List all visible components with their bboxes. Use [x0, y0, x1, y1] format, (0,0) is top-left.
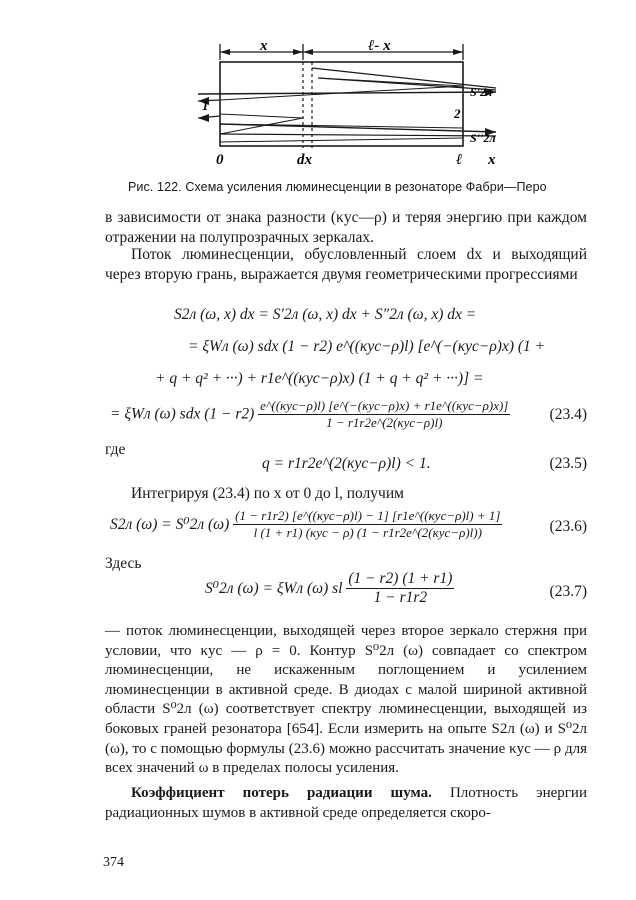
equation-23-6-left: S2л (ω) = S⁰2л (ω) — [110, 516, 230, 533]
equation-line-3: + q + q² + ···) + r1e^((κус−ρ)x) (1 + q + q² + ···)] = — [155, 370, 484, 387]
equation-line-4-left: = ξWл (ω) sdx (1 − r2) — [110, 405, 255, 423]
paragraph-3: Интегрируя (23.4) по x от 0 до l, получим — [131, 485, 404, 502]
equation-q: q = r1r2e^(2(κус−ρ)l) < 1. — [262, 455, 431, 472]
equation-number-23-7: (23.7) — [549, 583, 587, 600]
section-heading: Коэффициент потерь радиации шума. — [131, 785, 432, 801]
equation-number-23-4: (23.4) — [549, 406, 587, 423]
fraction-denominator: 1 − r1r2e^(2(κус−ρ)l) — [258, 414, 510, 431]
label-l: ℓ — [456, 152, 463, 168]
equation-23-7-left: S⁰2л (ω) = ξWл (ω) sl — [205, 580, 343, 597]
word-gde: где — [105, 441, 126, 458]
resonator-diagram — [198, 38, 508, 176]
fraction-denominator: 1 − r1r2 — [346, 588, 454, 607]
label-l-minus-x: ℓ- x — [368, 38, 391, 54]
label-s-prime: S'2л — [470, 85, 493, 99]
paragraph-2: Поток люминесценции, обусловленный слоем dx и выходящий через вторую грань, выражается двумя геометрическими прогрессиями — [105, 246, 587, 283]
label-face-2: 2 — [454, 106, 461, 121]
equation-23-6-fraction — [233, 508, 502, 541]
equation-line-4 — [110, 398, 510, 431]
label-dx: dx — [297, 152, 312, 168]
fabry-perot-figure — [198, 38, 508, 176]
fraction-numerator: (1 − r1r2) [e^((κус−ρ)l) − 1] [r1e^((κус−ρ)l) + 1] — [235, 508, 501, 523]
equation-23-7-fraction — [346, 570, 454, 607]
paragraph-4: — поток люминесценции, выходящей через второе зеркало стержня при условии, что κус — ρ = 0. Контур S⁰2л (ω) совпадает со спектром люминесценции, не искаженным поглощением и усилением люминесценции в активной среде. В диодах с малой шириной активной области S⁰2л (ω) соответствует спектру люминесценции, выходящей из боковых граней резонатора [654]. Если измерить на опыте S2л (ω) и S⁰2л (ω), то с помощью формулы (23.6) можно рассчитать значение κус — ρ для всех значений ω в пределах полосы усиления. — [105, 623, 587, 777]
equation-number-23-6: (23.6) — [549, 518, 587, 535]
resonator-rod — [220, 62, 463, 146]
paragraph-5-text: Плотность энергии радиационных шумов в активной среде определяется скоро- — [105, 785, 587, 821]
label-origin: 0 — [216, 152, 224, 168]
fraction-numerator: (1 − r2) (1 + r1) — [348, 570, 453, 587]
equation-line-2: = ξWл (ω) sdx (1 − r2) e^((κус−ρ)l) [e^(−(κус−ρ)x) (1 + — [188, 338, 546, 355]
label-x-axis: x — [488, 152, 496, 168]
page-number: 374 — [103, 855, 124, 870]
equation-23-6 — [110, 508, 502, 541]
figure-caption: Рис. 122. Схема усиления люминесценции в резонаторе Фабри—Перо — [128, 180, 547, 194]
word-zdes: Здесь — [105, 555, 142, 572]
label-s-double-prime: S''2л — [470, 131, 496, 145]
equation-23-7 — [205, 570, 454, 607]
equation-line-1: S2л (ω, x) dx = S′2л (ω, x) dx + S″2л (ω, x) dx = — [174, 306, 477, 323]
label-face-1: 1 — [202, 98, 209, 113]
paragraph-1: в зависимости от знака разности (κус—ρ) и теряя энергию при каждом отражении на полупрозрачных зеркалах. — [105, 209, 587, 246]
fraction-numerator: e^((κус−ρ)l) [e^(−(κус−ρ)x) + r1e^((κус−ρ)x)] — [260, 398, 509, 413]
equation-number-23-5: (23.5) — [549, 455, 587, 472]
label-x: x — [260, 38, 268, 54]
paragraph-5 — [105, 784, 587, 823]
fraction-denominator: l (1 + r1) (κус − ρ) (1 − r1r2e^(2(κус−ρ)l)) — [233, 524, 502, 541]
equation-line-4-fraction — [258, 398, 510, 431]
